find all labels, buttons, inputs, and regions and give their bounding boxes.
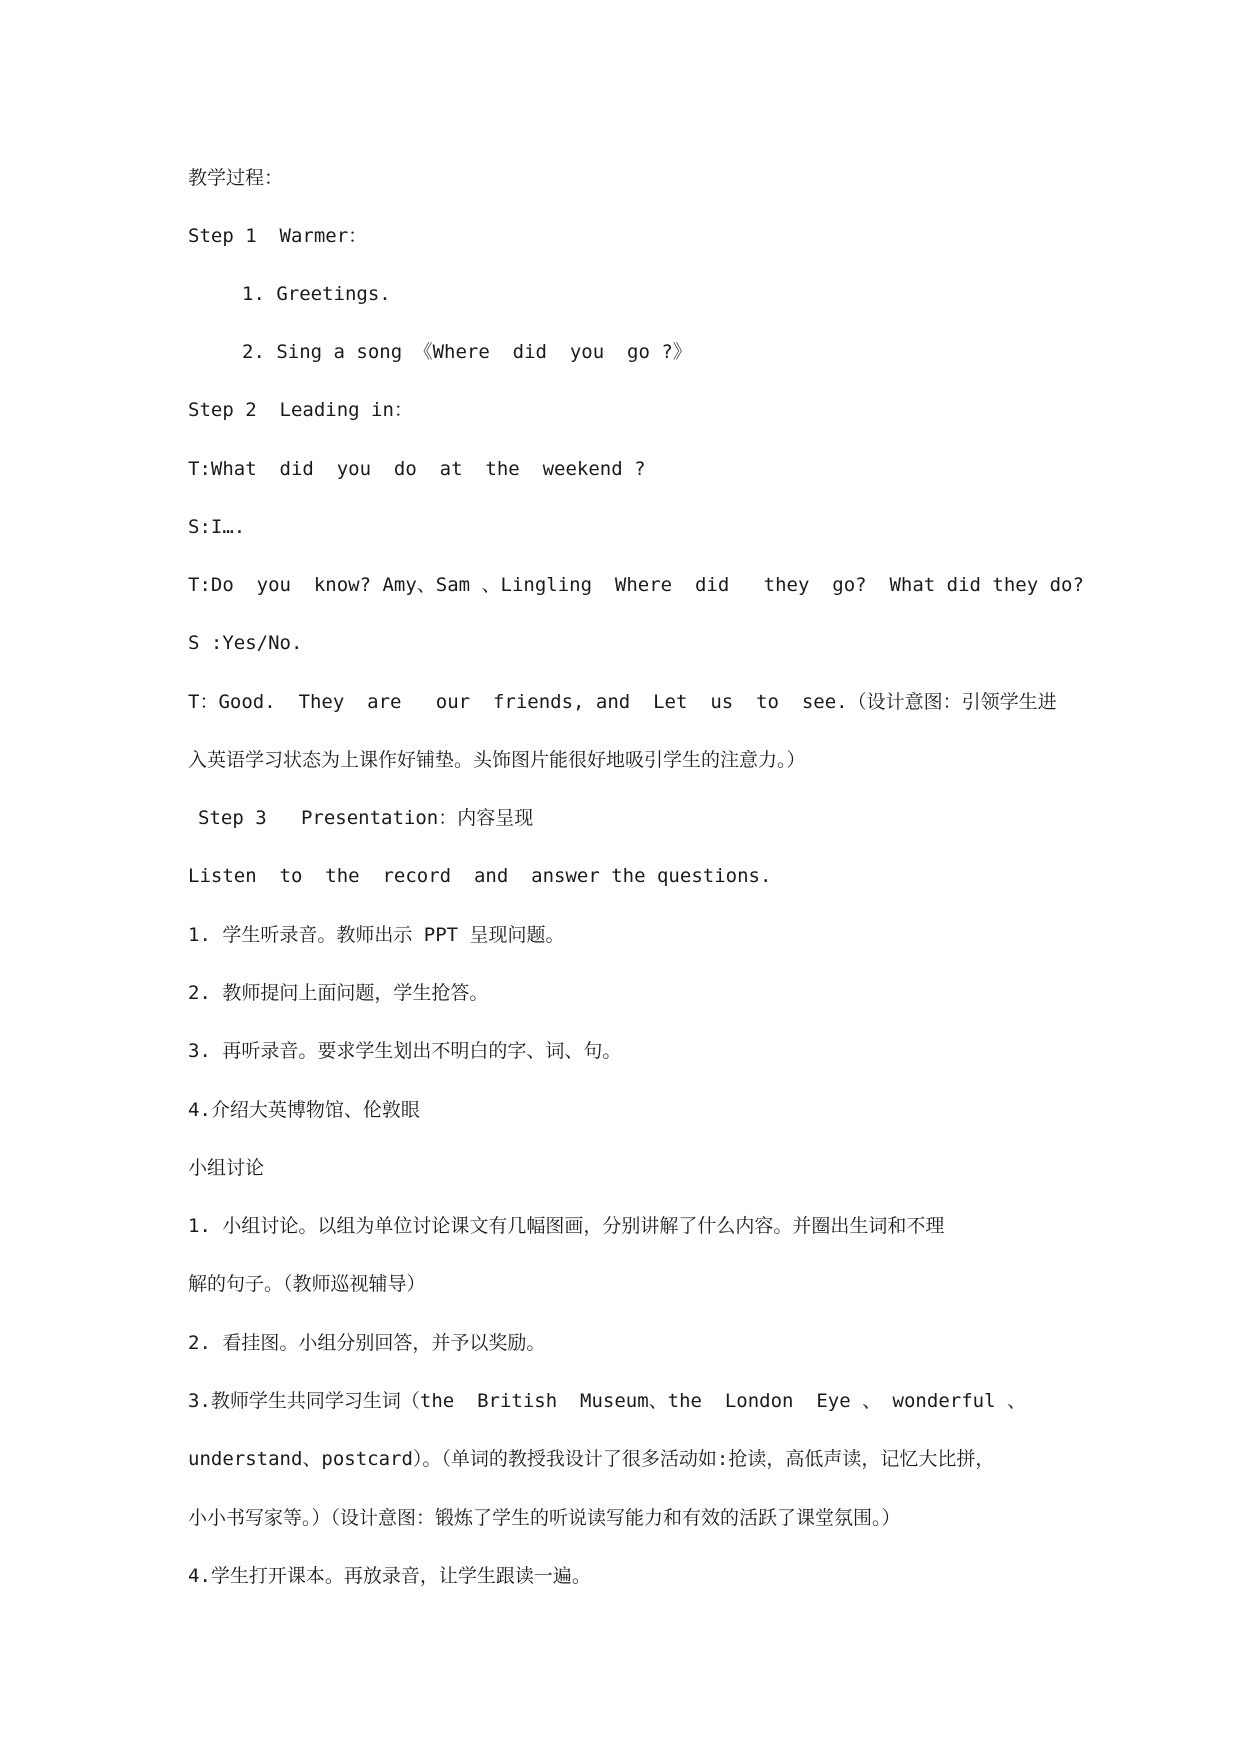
dialogue-line: T:What did you do at the weekend ? — [188, 458, 646, 480]
list-item: 1. 学生听录音。教师出示 PPT 呈现问题。 — [188, 924, 565, 946]
step-3-heading: Step 3 Presentation：内容呈现 — [198, 807, 534, 829]
dialogue-line: T：Good. They are our friends, and Let us to see.（设计意图：引领学生进 — [188, 691, 1057, 713]
paragraph-line: 解的句子。（教师巡视辅导） — [188, 1273, 426, 1295]
list-item: 4.学生打开课本。再放录音，让学生跟读一遍。 — [188, 1565, 591, 1587]
list-item: 3.教师学生共同学习生词（the British Museum、the London Eye 、 wonderful 、 — [188, 1390, 1026, 1412]
dialogue-line: S :Yes/No. — [188, 632, 303, 654]
list-item: 1. Greetings. — [242, 283, 391, 305]
list-item: 3. 再听录音。要求学生划出不明白的字、词、句。 — [188, 1040, 622, 1062]
list-item: 4.介绍大英博物馆、伦敦眼 — [188, 1099, 420, 1121]
step-1-heading: Step 1 Warmer： — [188, 225, 368, 247]
list-item: 2. 看挂图。小组分别回答，并予以奖励。 — [188, 1332, 546, 1354]
section-heading-process: 教学过程： — [188, 167, 284, 189]
paragraph-line: 小小书写家等。）（设计意图：锻炼了学生的听说读写能力和有效的活跃了课堂氛围。） — [188, 1507, 901, 1529]
list-item: 1. 小组讨论。以组为单位讨论课文有几幅图画，分别讲解了什么内容。并圈出生词和不理 — [188, 1215, 945, 1237]
paragraph-line: understand、postcard）。（单词的教授我设计了很多活动如:抢读，高低声读，记忆大比拼， — [188, 1448, 995, 1470]
list-item: 2. Sing a song 《Where did you go ?》 — [242, 341, 692, 363]
section-heading-group-discussion: 小组讨论 — [188, 1157, 265, 1179]
step-2-heading: Step 2 Leading in： — [188, 399, 413, 421]
dialogue-line: S:I…. — [188, 516, 246, 538]
paragraph-line: Listen to the record and answer the questions. — [188, 865, 772, 887]
dialogue-line: T:Do you know? Amy、Sam 、Lingling Where did they go? What did they do? — [188, 574, 1084, 596]
list-item: 2. 教师提问上面问题，学生抢答。 — [188, 982, 489, 1004]
paragraph-line: 入英语学习状态为上课作好铺垫。头饰图片能很好地吸引学生的注意力。） — [188, 749, 806, 771]
